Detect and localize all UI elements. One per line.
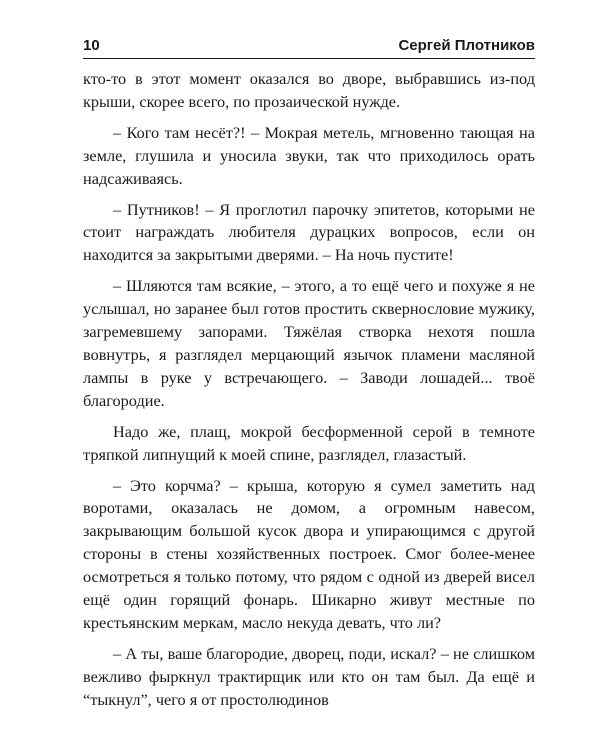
paragraph: – Шляются там всякие, – этого, а то ещё чего и похуже я не услышал, но заранее был готов простить сквернословие мужику, загремевшему запорами. Тяжёлая створка нехотя пошла вовнутрь, я разглядел мерцающий язычок пламени масляной лампы в руке у встречающего. – Заводи лошадей... твоё благородие.: [83, 276, 535, 410]
paragraph: – Кого там несёт?! – Мокрая метель, мгновенно тающая на земле, глушила и уносила звуки, так что приходилось орать надсаживаясь.: [83, 122, 535, 188]
body-text: [83, 68, 535, 720]
paragraph: – Путников! – Я проглотил парочку эпитетов, которыми не стоит награждать любителя дурацких вопросов, если он находится за закрытыми дверями. – На ночь пустите!: [83, 199, 535, 265]
paragraph: Надо же, плащ, мокрой бесформенной серой в темноте тряпкой липнущий к моей спине, разглядел, глазастый.: [83, 421, 535, 464]
paragraph: кто-то в этот момент оказался во дворе, выбравшись из-под крыши, скорее всего, по прозаической нужде.: [83, 69, 535, 111]
page-number: 10: [83, 37, 100, 54]
paragraph: – Это корчма? – крыша, которую я сумел заметить над воротами, оказалась не домом, а огромным навесом, закрывающим большой кусок двора и упирающимся с другой стороны в стены хозяйственных построек. Смог более-менее осмотреться я только потому, что рядом с одной из дверей висел ещё один горящий фонарь. Шикарно живут местные по крестьянским меркам, масло некуда девать, что ли?: [83, 475, 535, 632]
running-header: [83, 32, 535, 59]
paragraph: – А ты, ваше благородие, дворец, поди, искал? – не слишком вежливо фыркнул трактирщик или кто он там был. Да ещё и “тыкнул”, чего я от простолюдинов: [83, 643, 535, 709]
running-title: Сергей Плотников: [398, 37, 535, 54]
